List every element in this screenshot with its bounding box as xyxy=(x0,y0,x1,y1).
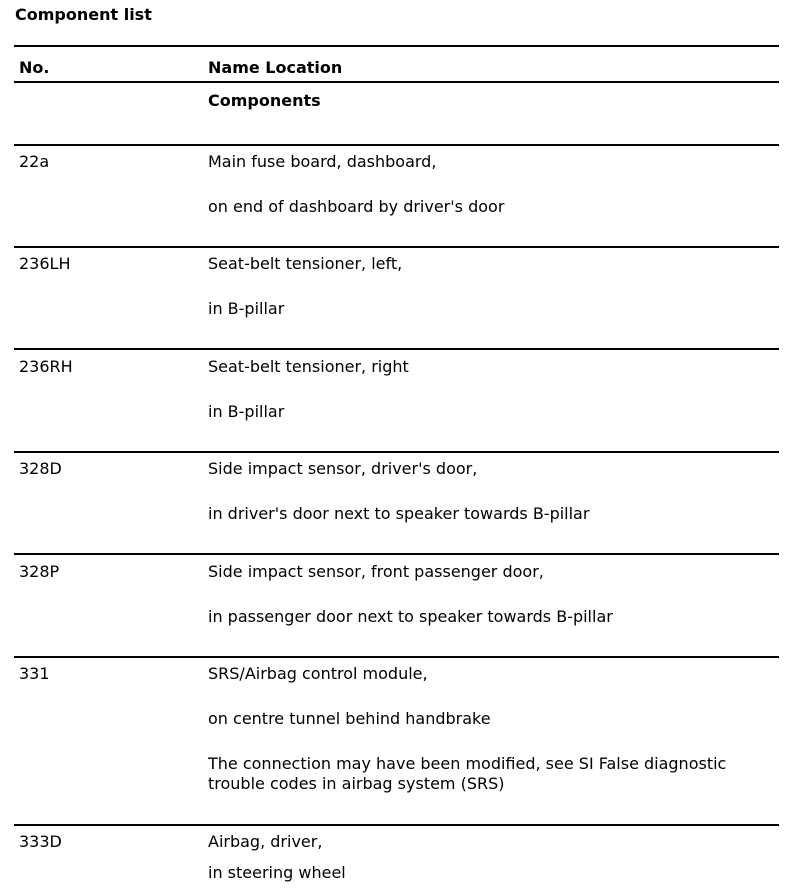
row-location: in driver's door next to speaker towards B-pillar xyxy=(208,504,590,523)
row-rule xyxy=(14,348,779,350)
row-location: in B-pillar xyxy=(208,299,285,318)
row-rule xyxy=(14,656,779,658)
row-rule xyxy=(14,246,779,248)
row-location: in passenger door next to speaker towards B-pillar xyxy=(208,607,613,626)
row-no: 236RH xyxy=(19,357,73,376)
row-no: 22a xyxy=(19,152,50,171)
header-no: No. xyxy=(19,58,50,77)
row-rule xyxy=(14,451,779,453)
row-rule xyxy=(14,824,779,826)
row-location: on centre tunnel behind handbrake xyxy=(208,709,491,728)
row-no: 331 xyxy=(19,664,50,683)
page-title: Component list xyxy=(15,5,152,24)
row-name: SRS/Airbag control module, xyxy=(208,664,428,683)
row-name: Seat-belt tensioner, right xyxy=(208,357,409,376)
header-rule xyxy=(14,81,779,83)
row-name: Seat-belt tensioner, left, xyxy=(208,254,403,273)
row-location: in B-pillar xyxy=(208,402,285,421)
row-no: 328D xyxy=(19,459,62,478)
row-name: Main fuse board, dashboard, xyxy=(208,152,437,171)
row-location: on end of dashboard by driver's door xyxy=(208,197,505,216)
row-location: in steering wheel xyxy=(208,863,346,882)
row-rule xyxy=(14,553,779,555)
row-note: The connection may have been modified, see SI False diagnostic trouble codes in airbag system (SRS) xyxy=(208,754,727,793)
row-name: Side impact sensor, driver's door, xyxy=(208,459,478,478)
table-top-rule xyxy=(14,45,779,47)
header-name-location: Name Location xyxy=(208,58,343,77)
row-no: 328P xyxy=(19,562,60,581)
row-name: Airbag, driver, xyxy=(208,832,323,851)
subheader-components: Components xyxy=(208,91,321,110)
row-name: Side impact sensor, front passenger door, xyxy=(208,562,544,581)
row-no: 333D xyxy=(19,832,62,851)
row-no: 236LH xyxy=(19,254,71,273)
row-rule xyxy=(14,144,779,146)
